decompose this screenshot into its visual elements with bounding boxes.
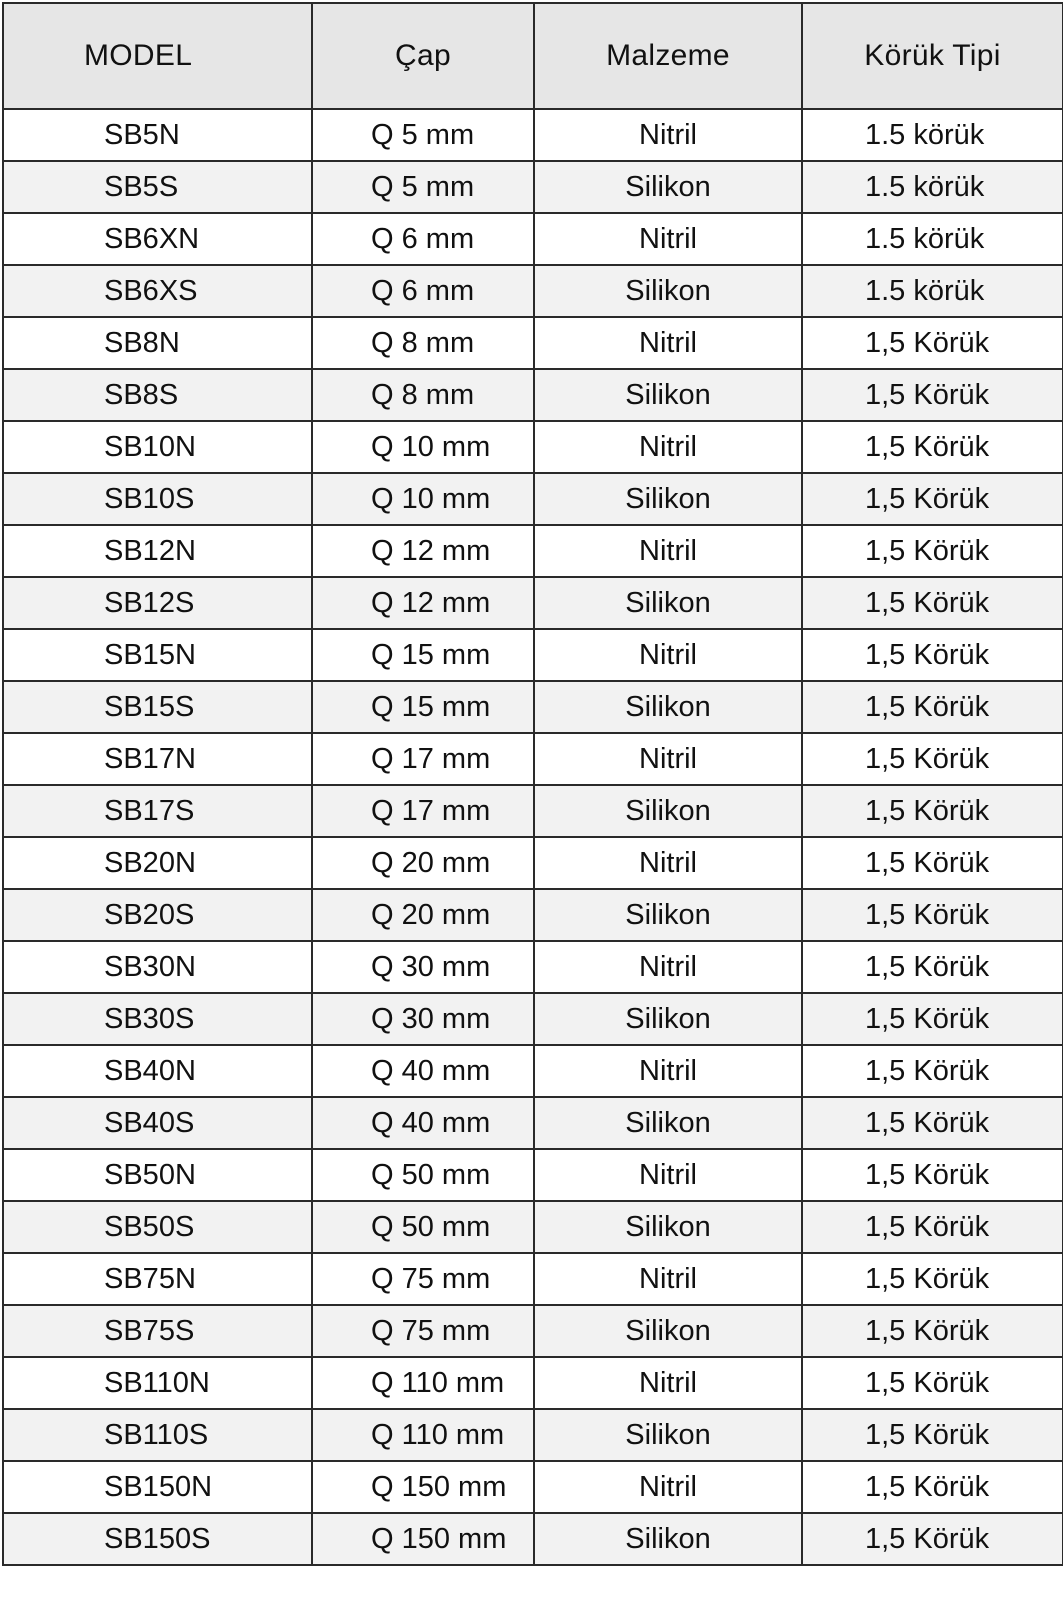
header-row (3, 3, 1063, 109)
cell-diameter: Q 12 mm (312, 577, 534, 629)
cell-diameter: Q 75 mm (312, 1253, 534, 1305)
table-row (3, 941, 1063, 993)
table-row (3, 161, 1063, 213)
cell-bellows-type: 1.5 körük (802, 109, 1063, 161)
cell-model: SB110N (3, 1357, 312, 1409)
header-model: MODEL (3, 3, 312, 109)
cell-model: SB30S (3, 993, 312, 1045)
cell-material: Silikon (534, 681, 802, 733)
cell-material: Nitril (534, 1045, 802, 1097)
cell-material: Silikon (534, 369, 802, 421)
cell-bellows-type: 1,5 Körük (802, 473, 1063, 525)
table-row (3, 213, 1063, 265)
cell-bellows-type: 1,5 Körük (802, 1201, 1063, 1253)
cell-diameter: Q 20 mm (312, 889, 534, 941)
cell-material: Nitril (534, 1357, 802, 1409)
cell-bellows-type: 1,5 Körük (802, 369, 1063, 421)
cell-diameter: Q 50 mm (312, 1201, 534, 1253)
cell-diameter: Q 5 mm (312, 109, 534, 161)
cell-model: SB150S (3, 1513, 312, 1565)
cell-diameter: Q 150 mm (312, 1513, 534, 1565)
cell-bellows-type: 1,5 Körük (802, 525, 1063, 577)
cell-diameter: Q 8 mm (312, 317, 534, 369)
cell-material: Silikon (534, 1097, 802, 1149)
cell-diameter: Q 110 mm (312, 1357, 534, 1409)
cell-model: SB40S (3, 1097, 312, 1149)
cell-material: Silikon (534, 993, 802, 1045)
cell-model: SB30N (3, 941, 312, 993)
table-row (3, 109, 1063, 161)
cell-bellows-type: 1,5 Körük (802, 1461, 1063, 1513)
cell-material: Nitril (534, 213, 802, 265)
table-row (3, 1409, 1063, 1461)
cell-diameter: Q 15 mm (312, 681, 534, 733)
cell-bellows-type: 1,5 Körük (802, 1357, 1063, 1409)
cell-model: SB17S (3, 785, 312, 837)
table-row (3, 265, 1063, 317)
cell-diameter: Q 110 mm (312, 1409, 534, 1461)
table-row (3, 733, 1063, 785)
cell-bellows-type: 1,5 Körük (802, 889, 1063, 941)
table-row (3, 577, 1063, 629)
table-row (3, 525, 1063, 577)
cell-bellows-type: 1,5 Körük (802, 317, 1063, 369)
cell-model: SB20S (3, 889, 312, 941)
cell-bellows-type: 1,5 Körük (802, 785, 1063, 837)
table-row (3, 1357, 1063, 1409)
cell-material: Silikon (534, 1409, 802, 1461)
table-row (3, 1513, 1063, 1565)
table-row (3, 681, 1063, 733)
cell-bellows-type: 1,5 Körük (802, 993, 1063, 1045)
cell-bellows-type: 1,5 Körük (802, 1305, 1063, 1357)
cell-model: SB5N (3, 109, 312, 161)
cell-model: SB75N (3, 1253, 312, 1305)
cell-diameter: Q 30 mm (312, 941, 534, 993)
cell-material: Silikon (534, 265, 802, 317)
cell-diameter: Q 40 mm (312, 1097, 534, 1149)
table-row (3, 369, 1063, 421)
cell-material: Nitril (534, 941, 802, 993)
table-row (3, 1097, 1063, 1149)
cell-bellows-type: 1,5 Körük (802, 1045, 1063, 1097)
cell-model: SB20N (3, 837, 312, 889)
cell-diameter: Q 15 mm (312, 629, 534, 681)
cell-model: SB8N (3, 317, 312, 369)
table-row (3, 1253, 1063, 1305)
product-spec-table (2, 2, 1063, 1566)
cell-material: Silikon (534, 1305, 802, 1357)
cell-model: SB40N (3, 1045, 312, 1097)
cell-material: Nitril (534, 525, 802, 577)
cell-model: SB10N (3, 421, 312, 473)
cell-model: SB5S (3, 161, 312, 213)
cell-model: SB75S (3, 1305, 312, 1357)
table-row (3, 1461, 1063, 1513)
cell-bellows-type: 1,5 Körük (802, 421, 1063, 473)
cell-diameter: Q 17 mm (312, 733, 534, 785)
cell-material: Nitril (534, 837, 802, 889)
cell-material: Nitril (534, 733, 802, 785)
cell-diameter: Q 5 mm (312, 161, 534, 213)
cell-material: Silikon (534, 577, 802, 629)
table-body (3, 109, 1063, 1565)
cell-material: Nitril (534, 1253, 802, 1305)
table-row (3, 1045, 1063, 1097)
cell-material: Silikon (534, 785, 802, 837)
cell-material: Silikon (534, 1201, 802, 1253)
cell-diameter: Q 10 mm (312, 473, 534, 525)
cell-model: SB50S (3, 1201, 312, 1253)
cell-model: SB15S (3, 681, 312, 733)
cell-material: Silikon (534, 1513, 802, 1565)
table-row (3, 629, 1063, 681)
cell-diameter: Q 8 mm (312, 369, 534, 421)
cell-material: Nitril (534, 109, 802, 161)
cell-diameter: Q 75 mm (312, 1305, 534, 1357)
table-row (3, 837, 1063, 889)
table-row (3, 993, 1063, 1045)
cell-model: SB12N (3, 525, 312, 577)
header-material: Malzeme (534, 3, 802, 109)
cell-bellows-type: 1,5 Körük (802, 1513, 1063, 1565)
cell-bellows-type: 1,5 Körük (802, 681, 1063, 733)
cell-model: SB17N (3, 733, 312, 785)
cell-diameter: Q 10 mm (312, 421, 534, 473)
cell-model: SB6XN (3, 213, 312, 265)
cell-diameter: Q 40 mm (312, 1045, 534, 1097)
header-diameter: Çap (312, 3, 534, 109)
cell-bellows-type: 1,5 Körük (802, 1253, 1063, 1305)
cell-material: Nitril (534, 629, 802, 681)
cell-model: SB150N (3, 1461, 312, 1513)
cell-bellows-type: 1.5 körük (802, 213, 1063, 265)
cell-model: SB12S (3, 577, 312, 629)
table-row (3, 785, 1063, 837)
cell-diameter: Q 6 mm (312, 265, 534, 317)
cell-material: Nitril (534, 317, 802, 369)
cell-diameter: Q 6 mm (312, 213, 534, 265)
cell-bellows-type: 1,5 Körük (802, 577, 1063, 629)
cell-model: SB10S (3, 473, 312, 525)
cell-diameter: Q 150 mm (312, 1461, 534, 1513)
table-header (3, 3, 1063, 109)
table-row (3, 889, 1063, 941)
cell-bellows-type: 1.5 körük (802, 161, 1063, 213)
table-row (3, 1201, 1063, 1253)
cell-model: SB8S (3, 369, 312, 421)
cell-material: Silikon (534, 889, 802, 941)
cell-model: SB110S (3, 1409, 312, 1461)
cell-diameter: Q 30 mm (312, 993, 534, 1045)
cell-diameter: Q 20 mm (312, 837, 534, 889)
cell-diameter: Q 50 mm (312, 1149, 534, 1201)
cell-material: Nitril (534, 421, 802, 473)
table-row (3, 473, 1063, 525)
table-row (3, 1149, 1063, 1201)
cell-diameter: Q 12 mm (312, 525, 534, 577)
cell-model: SB50N (3, 1149, 312, 1201)
cell-bellows-type: 1,5 Körük (802, 941, 1063, 993)
table-row (3, 1305, 1063, 1357)
cell-material: Silikon (534, 161, 802, 213)
cell-bellows-type: 1,5 Körük (802, 1097, 1063, 1149)
cell-material: Nitril (534, 1149, 802, 1201)
cell-bellows-type: 1,5 Körük (802, 837, 1063, 889)
header-bellows-type: Körük Tipi (802, 3, 1063, 109)
cell-diameter: Q 17 mm (312, 785, 534, 837)
table-row (3, 421, 1063, 473)
cell-model: SB15N (3, 629, 312, 681)
table-row (3, 317, 1063, 369)
cell-model: SB6XS (3, 265, 312, 317)
cell-bellows-type: 1,5 Körük (802, 1149, 1063, 1201)
cell-bellows-type: 1.5 körük (802, 265, 1063, 317)
cell-material: Nitril (534, 1461, 802, 1513)
cell-material: Silikon (534, 473, 802, 525)
cell-bellows-type: 1,5 Körük (802, 629, 1063, 681)
cell-bellows-type: 1,5 Körük (802, 733, 1063, 785)
cell-bellows-type: 1,5 Körük (802, 1409, 1063, 1461)
